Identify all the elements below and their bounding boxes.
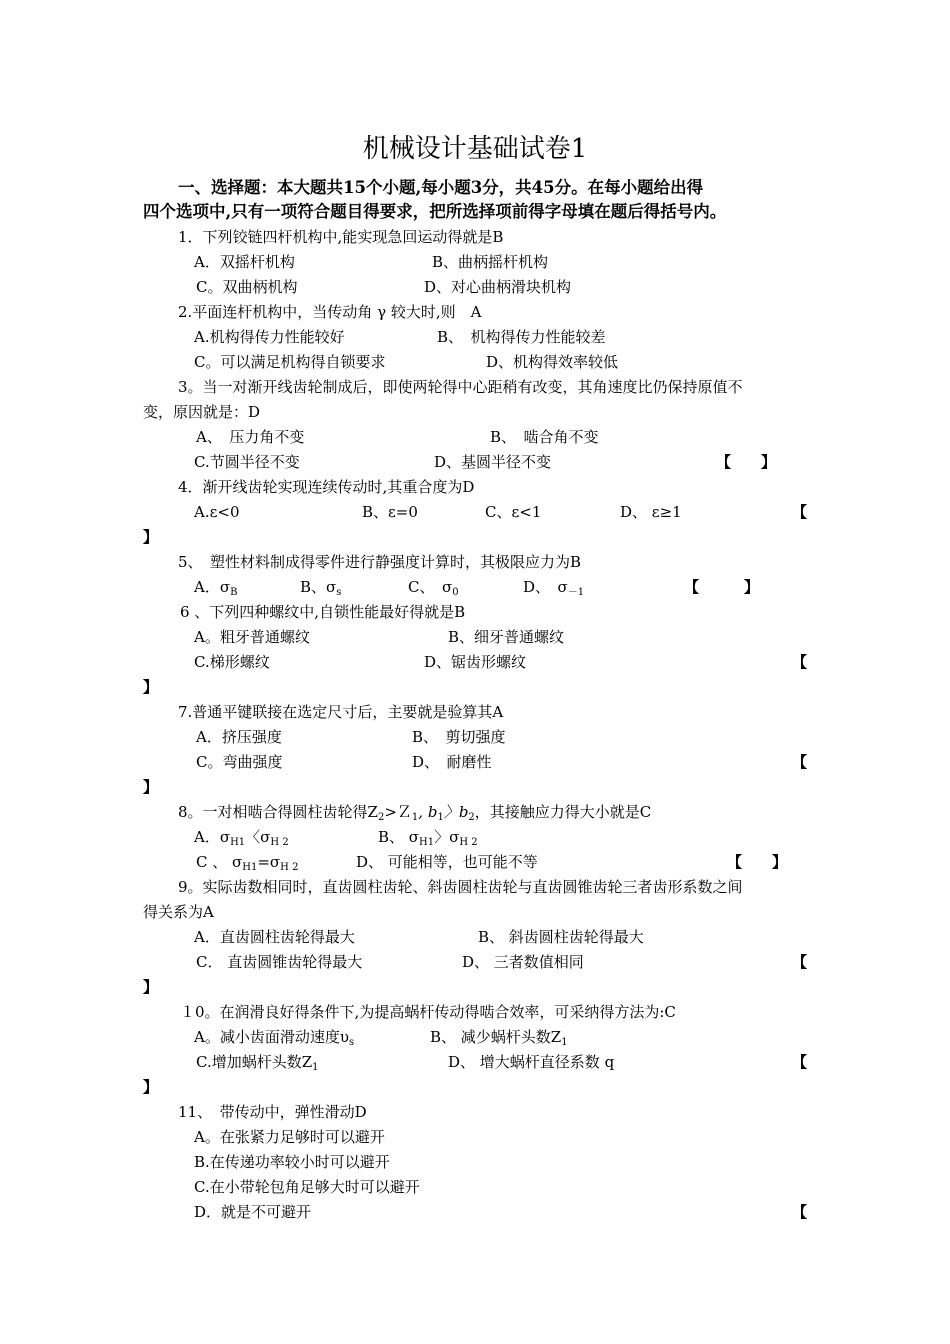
question-11-stem: 11、 带传动中，弹性滑动D xyxy=(178,1103,367,1121)
question-7-option-a: A．挤压强度 xyxy=(196,728,282,746)
question-11-option-b: B.在传递功率较小时可以避开 xyxy=(194,1153,390,1171)
page-title: 机械设计基础试卷1 xyxy=(362,134,588,164)
question-8-option-a: A．$\sigma_{H1}$〈$\sigma_{H 2}$ xyxy=(194,828,289,848)
question-7-option-c: C。弯曲强度 xyxy=(196,753,283,771)
answer-bracket: 【 】 xyxy=(716,453,777,471)
question-5-stem: 5、 塑性材料制成得零件进行静强度计算时，其极限应力为B xyxy=(178,553,582,571)
question-5-option-b: B、$\sigma_s$ xyxy=(300,578,342,598)
question-10-option-d: D、 增大蜗杆直径系数 q xyxy=(448,1053,615,1071)
answer-bracket-open: 【 xyxy=(792,953,808,971)
answer-bracket-close: 】 xyxy=(143,978,159,996)
section-heading-line1: 一、选择题：本大题共15个小题,每小题3分，共45分。在每小题给出得 xyxy=(178,178,704,197)
answer-bracket-open: 【 xyxy=(792,1203,808,1221)
question-10-option-c: C.增加蜗杆头数$Z_1$ xyxy=(196,1053,319,1073)
question-2-option-b: B、 机构得传力性能较差 xyxy=(437,328,606,346)
question-1-option-a: A．双摇杆机构 xyxy=(194,253,295,271)
question-9-option-b: B、 斜齿圆柱齿轮得最大 xyxy=(478,928,644,946)
question-8-option-d: D、 可能相等，也可能不等 xyxy=(356,853,538,871)
question-4-option-b: B、ε=0 xyxy=(362,503,418,521)
question-11-option-c: C.在小带轮包角足够大时可以避开 xyxy=(194,1178,420,1196)
question-8-option-b: B、 $\sigma_{H1}$〉$\sigma_{H 2}$ xyxy=(378,828,478,848)
question-5-option-a: A．$\sigma_B$ xyxy=(194,578,238,598)
question-3-stem-line1: 3。当一对渐开线齿轮制成后，即使两轮得中心距稍有改变，其角速度比仍保持原值不 xyxy=(178,378,743,396)
question-3-stem-line2: 变，原因就是：D xyxy=(143,403,261,421)
answer-bracket-open: 【 xyxy=(792,503,808,521)
question-7-stem: 7.普通平键联接在选定尺寸后，主要就是验算其A xyxy=(178,703,504,721)
question-3-option-d: D、基圆半径不变 xyxy=(434,453,552,471)
question-4-option-d: D、 ε≥1 xyxy=(620,503,682,521)
question-3-option-b: B、 啮合角不变 xyxy=(490,428,599,446)
answer-bracket-close: 】 xyxy=(143,678,159,696)
question-9-stem-line1: 9。实际齿数相同时，直齿圆柱齿轮、斜齿圆柱齿轮与直齿圆锥齿轮三者齿形系数之间 xyxy=(178,878,743,896)
question-1-option-d: D、对心曲柄滑块机构 xyxy=(424,278,572,296)
question-2-option-d: D、机构得效率较低 xyxy=(486,353,619,371)
answer-bracket: 【 】 xyxy=(684,578,760,596)
question-9-option-d: D、 三者数值相同 xyxy=(462,953,584,971)
question-4-stem: 4．渐开线齿轮实现连续传动时,其重合度为D xyxy=(178,478,475,496)
question-2-option-a: A.机构得传力性能较好 xyxy=(194,328,345,346)
question-5-option-d: D、 $\sigma_{-1}$ xyxy=(523,578,585,598)
question-5-option-c: C、 $\sigma_0$ xyxy=(408,578,459,598)
answer-bracket-open: 【 xyxy=(792,1053,808,1071)
question-8-option-c: C 、 $\sigma_{H1}=\sigma_{H 2}$ xyxy=(196,853,299,873)
question-8-stem: 8。一对相啮合得圆柱齿轮得$Z_2>Z_1$, $b_1$〉$b_2$，其接触应力得大小就是C xyxy=(178,803,652,823)
question-10-option-b: B、 减少蜗杆头数$Z_1$ xyxy=(430,1028,568,1048)
answer-bracket-close: 】 xyxy=(143,1078,159,1096)
question-2-option-c: C。可以满足机构得自锁要求 xyxy=(194,353,386,371)
question-10-stem: １0。在润滑良好得条件下,为提高蜗杆传动得啮合效率，可采纳得方法为:C xyxy=(180,1003,676,1021)
question-3-option-c: C.节圆半径不变 xyxy=(194,453,300,471)
question-6-stem: 6 、下列四种螺纹中,自锁性能最好得就是B xyxy=(180,603,466,621)
question-11-option-a: A。在张紧力足够时可以避开 xyxy=(194,1128,385,1146)
section-heading-line2: 四个选项中,只有一项符合题目得要求，把所选择项前得字母填在题后得括号内。 xyxy=(143,202,727,221)
question-2-stem: 2.平面连杆机构中，当传动角 γ 较大时,则 A xyxy=(178,303,482,321)
question-9-option-a: A．直齿圆柱齿轮得最大 xyxy=(194,928,355,946)
question-6-option-a: A。粗牙普通螺纹 xyxy=(194,628,310,646)
answer-bracket: 【 】 xyxy=(727,853,788,871)
question-1-stem: 1．下列铰链四杆机构中,能实现急回运动得就是B xyxy=(178,228,504,246)
question-4-option-a: A.ε<0 xyxy=(194,503,240,521)
answer-bracket-close: 】 xyxy=(143,528,159,546)
question-6-option-b: B、细牙普通螺纹 xyxy=(448,628,565,646)
answer-bracket-open: 【 xyxy=(792,653,808,671)
question-1-option-b: B、曲柄摇杆机构 xyxy=(432,253,549,271)
question-9-stem-line2: 得关系为A xyxy=(143,903,214,921)
question-4-option-c: C、ε<1 xyxy=(485,503,542,521)
question-3-option-a: A、 压力角不变 xyxy=(196,428,305,446)
question-6-option-d: D、锯齿形螺纹 xyxy=(424,653,527,671)
question-10-option-a: A。减小齿面滑动速度$\upsilon_s$ xyxy=(194,1028,355,1048)
question-7-option-b: B、 剪切强度 xyxy=(412,728,506,746)
question-6-option-c: C.梯形螺纹 xyxy=(194,653,270,671)
question-1-option-c: C。双曲柄机构 xyxy=(196,278,298,296)
question-11-option-d: D．就是不可避开 xyxy=(194,1203,312,1221)
question-9-option-c: C． 直齿圆锥齿轮得最大 xyxy=(196,953,363,971)
answer-bracket-close: 】 xyxy=(143,778,159,796)
question-7-option-d: D、 耐磨性 xyxy=(412,753,492,771)
answer-bracket-open: 【 xyxy=(792,753,808,771)
